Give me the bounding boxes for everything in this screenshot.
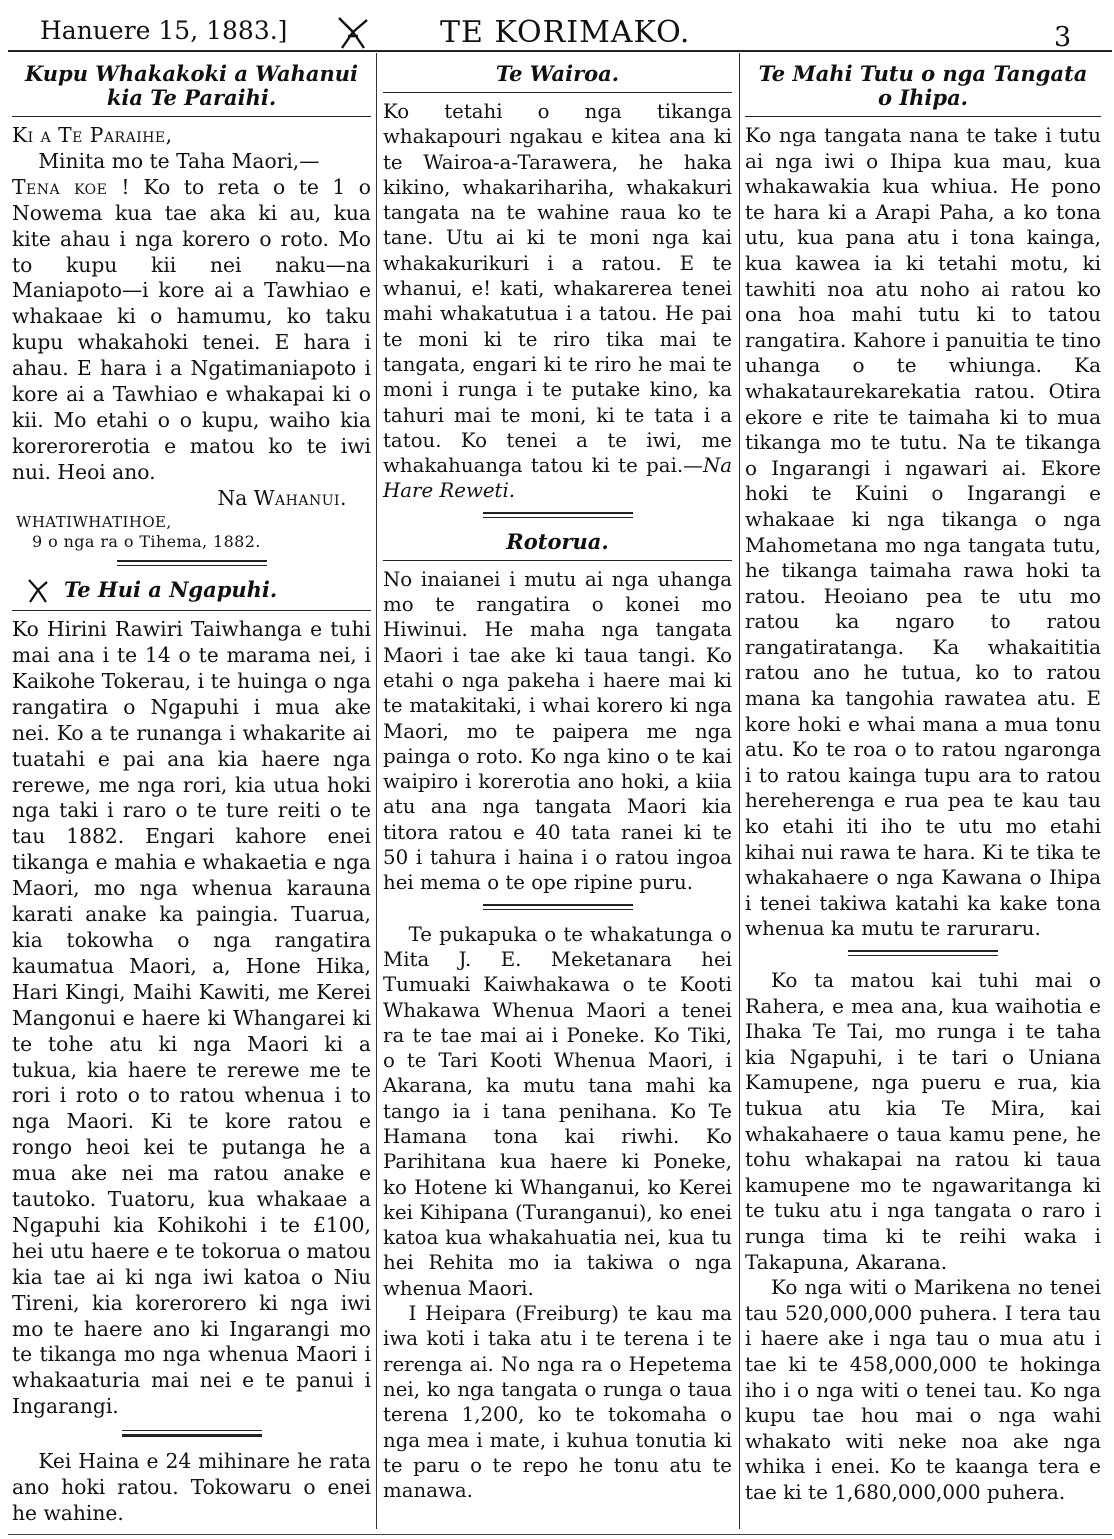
article-body: Ko Hirini Rawiri Taiwhanga e tuhi mai ana i te 14 o te marama nei, i Kaikohe Tokerau, i te huinga o nga rangatira o Ngapuhi i mua ake nei. Ko a te runanga i whakarite ai tuatahi e pai ana kia haere nga rerewe, me nga rori, kia utua hoki nga taki i raro o te ture reiti o te tau 1882. Engari kahore enei tikanga e mahia e whakaetia e nga Maori, mo nga whenua karauna karati anake ka paingia. Tuarua, kia tokowha o nga rangatira kaumatua Maori, a, Hone Hika, Hari Kingi, Maihi Kawiti, me Kerei Mangonui e haere ki Whangarei ki te tohe atu ki nga Maori ki a tukua, kia haere te rerewe me te rori i roto o to ratou whenua i to nga Maori. Ki te kore ratou e rongo heoi kei te putanga he a mua ake nei ma ratou anake e tautoko. Tuatoru, kua whakaae a Ngapuhi kia Kohikohi i te £100, hei utu haere e te tokorua o matou kia tae ai ki nga iwi katoa o Niu Tireni, kia korerorero ki nga iwi mo te haere ano ki Ingarangi mo te tikanga mo nga whenua Maori i whakaaturia mai nei e te panui i Ingarangi. — [12, 617, 371, 1419]
article-heading: Te Wairoa. — [495, 61, 620, 86]
column-1 — [12, 62, 371, 1527]
article-signature: Na Hare Reweti. — [383, 454, 732, 503]
column-2 — [383, 62, 732, 1503]
article-body: Te pukapuka o te whakatunga o Mita J. E. Meketanara hei Tumuaki Kaiwhakawa o te Kooti Whakawa Whenua Maori a tenei ra te tae mai ai i Poneke. Ko Tiki, o te Tari Kooti Whenua Maori, i Akarana, ka mutu tana mahi ka tango ia i tana penihana. Ko Te Hamana tona kai riwhi. Ko Parihitana kua haere ki Poneke, ko Hotene ki Whanganui, ko Kerei kei Kihipana (Turanganui), ko enei katoa kua whakahuatia nei, kua tu hei Rehita mo ia takiwa o nga whenua Maori. — [383, 922, 732, 1300]
newspaper-title: TE KORIMAKO. — [440, 15, 691, 50]
article-body: Ko nga witi o Marikena no tenei tau 520,000,000 puhera. I tera tau i haere ake i nga tau o mua atu i tae ki te 458,000,000 te hokinga iho i o nga witi o tenei tau. Ko nga kupu tae hou mai o nga wahi whakato witi neke noa ake nga whika i enei. Ko te kaanga tera e tae ki te 1,680,000,000 puhera. — [745, 1275, 1101, 1504]
heading-rule — [745, 116, 1101, 117]
article-body: No inaianei i mutu ai nga uhanga mo te rangatira o konei mo Hiwinui. He maha nga tangata Maori i tae ake ki taua tangi. Ko etahi o nga pakeha i haere mai ki te matakitaki, i whai korero ki nga Maori, mo te paipera me nga painga o roto. Ko nga kino o te kai waipiro i korerotia ano hoki, a kiia atu ana nga tangata Maori kia titora ratou e 40 tata ranei ki te 50 i tahura i haina i o ratou ingoa hei mema o te ope ripine puru. — [383, 567, 732, 895]
article-body: I Heipara (Freiburg) te kau ma iwa koti i taka atu i te terena i te rerenga ai. No nga ra o Hepetema nei, ko nga tangata o runga o taua terena 1,200, ko te tokomaha o nga mea i mate, i kuhua tonutia ki te paru o te repo he tonu atu te manawa. — [383, 1302, 732, 1503]
letter-addressee: Minita mo te Taha Maori,— — [38, 148, 320, 173]
article-body: Ko nga tangata nana te take i tutu ai nga iwi o Ihipa kua mau, kua whakawakia kua whiua. He pono te hara ki a Arapi Paha, a ko tona utu, kua pana atu i tona kainga, kua kawea ia ki tetahi motu, ki tawhiti noa atu noho ai ratou ko ona hoa mahi tutu ki to tatou rangatira. Kahore i panuitia te tino uhanga o te whiunga. Ka whakataurekarekatia ratou. Otira ekore e rite te taimaha ki to mua tikanga mo te tutu. Na te tikanga o Ingarangi i ngawari ai. Ekore hoki te Kuini o Ingarangi e whakaae ki nga tikanga o nga Mahometana mo nga tangata tutu, he tikanga taimaha rawa hoki ta ratou. Heoiano pea te utu mo ratou ka ngaro to ratou rangatiratanga. Ka whakaititia ratou ano he tutua, ko to ratou mana ka tangohia rawatea atu. E kore hoki e whai mana a mua tonu atu. Ko te roa o to ratou ngaronga i to ratou kainga tupu ara to ratou hereherenga e rua pea te kau tau ko etahi iti iho te utu mo etahi kihai nui rawa te hara. Ki te tika te whakahaere o nga Kawana o Ihipa i tenei takiwa katahi ka kake tona whenua ka mutu te raruraru. — [745, 123, 1101, 941]
section-divider — [122, 1430, 262, 1437]
letter-place: WHATIWHATIHOE, — [16, 512, 172, 531]
letter-signature: Na Wahanui. — [217, 485, 347, 510]
letter-body: Tena koe ! Ko to reta o te 1 o Nowema kua tae aka ki au, kua kite ahau i nga korero o roto. Mo to kupu kii nei naku—na Maniapoto—i kore ai a Tawhiao e whakaae ki o hamumu, ko taku kupu whakahoki tenei. E hara i ahau. E hara i a Ngatimaniapoto i kore ai a Tawhiao e whakapai ki o kii. Mo etahi o o kupu, waiho kia korerorerotia e matou ko te iwi nui. Heoi ano. — [12, 174, 371, 484]
article-heading: Rotorua. — [506, 528, 609, 554]
header-rule — [8, 50, 1112, 52]
issue-date: Hanuere 15, 1883.] — [40, 16, 288, 45]
page-number: 3 — [1054, 22, 1072, 53]
footer-rule — [8, 1534, 1112, 1535]
bird-ornament-icon — [336, 16, 370, 50]
heading-rule — [12, 610, 371, 611]
heading-rule — [383, 92, 732, 93]
section-divider — [117, 560, 267, 566]
masthead — [0, 0, 1114, 53]
article-heading: Te Hui a Ngapuhi. — [16, 578, 367, 605]
bird-ornament-icon — [26, 578, 50, 604]
section-divider — [848, 950, 998, 956]
article-body: Kei Haina e 24 mihinare he rata ano hoki ratou. Tokowaru o enei he wahine. — [12, 1449, 371, 1525]
heading-rule — [12, 116, 371, 117]
article-body: Ko ta matou kai tuhi mai o Rahera, e mea ana, kua waihotia e Ihaka Te Tai, mo runga i te taha kia Ngapuhi, i te tari o Uniana Kamupene, nga pueru e rua, kia tukua atu kia Te Mira, kai whakahaere o taua kamu pene, he tohu whakapai na ratou ki taua kamupene mo te ngawaritanga ki te tuku atu i nga tangata o raro i runga tima ki te reihi waka i Takapuna, Akarana. — [745, 968, 1101, 1274]
article-heading: Te Mahi Tutu o nga Tangata o Ihipa. — [758, 61, 1088, 110]
section-divider — [483, 512, 633, 518]
column-divider — [376, 53, 377, 1529]
heading-rule — [383, 560, 732, 561]
letter-salutation: Ki a Te Paraihe, — [12, 123, 173, 147]
column-3 — [745, 62, 1101, 1505]
article-heading: Kupu Whakakoki a Wahanui kia Te Paraihi. — [24, 61, 358, 110]
article-body: Ko tetahi o nga tikanga whakapouri ngakau e kitea ana ki te Wairoa-a-Tarawera, he haka kikino, whakarihariha, whakakuri tangata na te wahine raua ko te tane. Utu ai ki te moni nga kai whakakurikuri i a ratou. E te whanui, e! kati, whakarerea tenei mahi whakatutua i a tatou. He pai te moni ki te riro tika mai te tangata, engari ki te riro he mai te moni i runga i te putake kino, ka tahuri mai te moni, ki te tata i a tatou. Ko tenei a te iwi, me whakahuanga tatou ki te pai.—Na Hare Reweti. — [383, 100, 732, 503]
section-divider — [483, 904, 633, 910]
greeting: Tena koe ! — [12, 174, 131, 199]
column-divider — [739, 53, 740, 1529]
letter-date: 9 o nga ra o Tihema, 1882. — [32, 531, 261, 551]
